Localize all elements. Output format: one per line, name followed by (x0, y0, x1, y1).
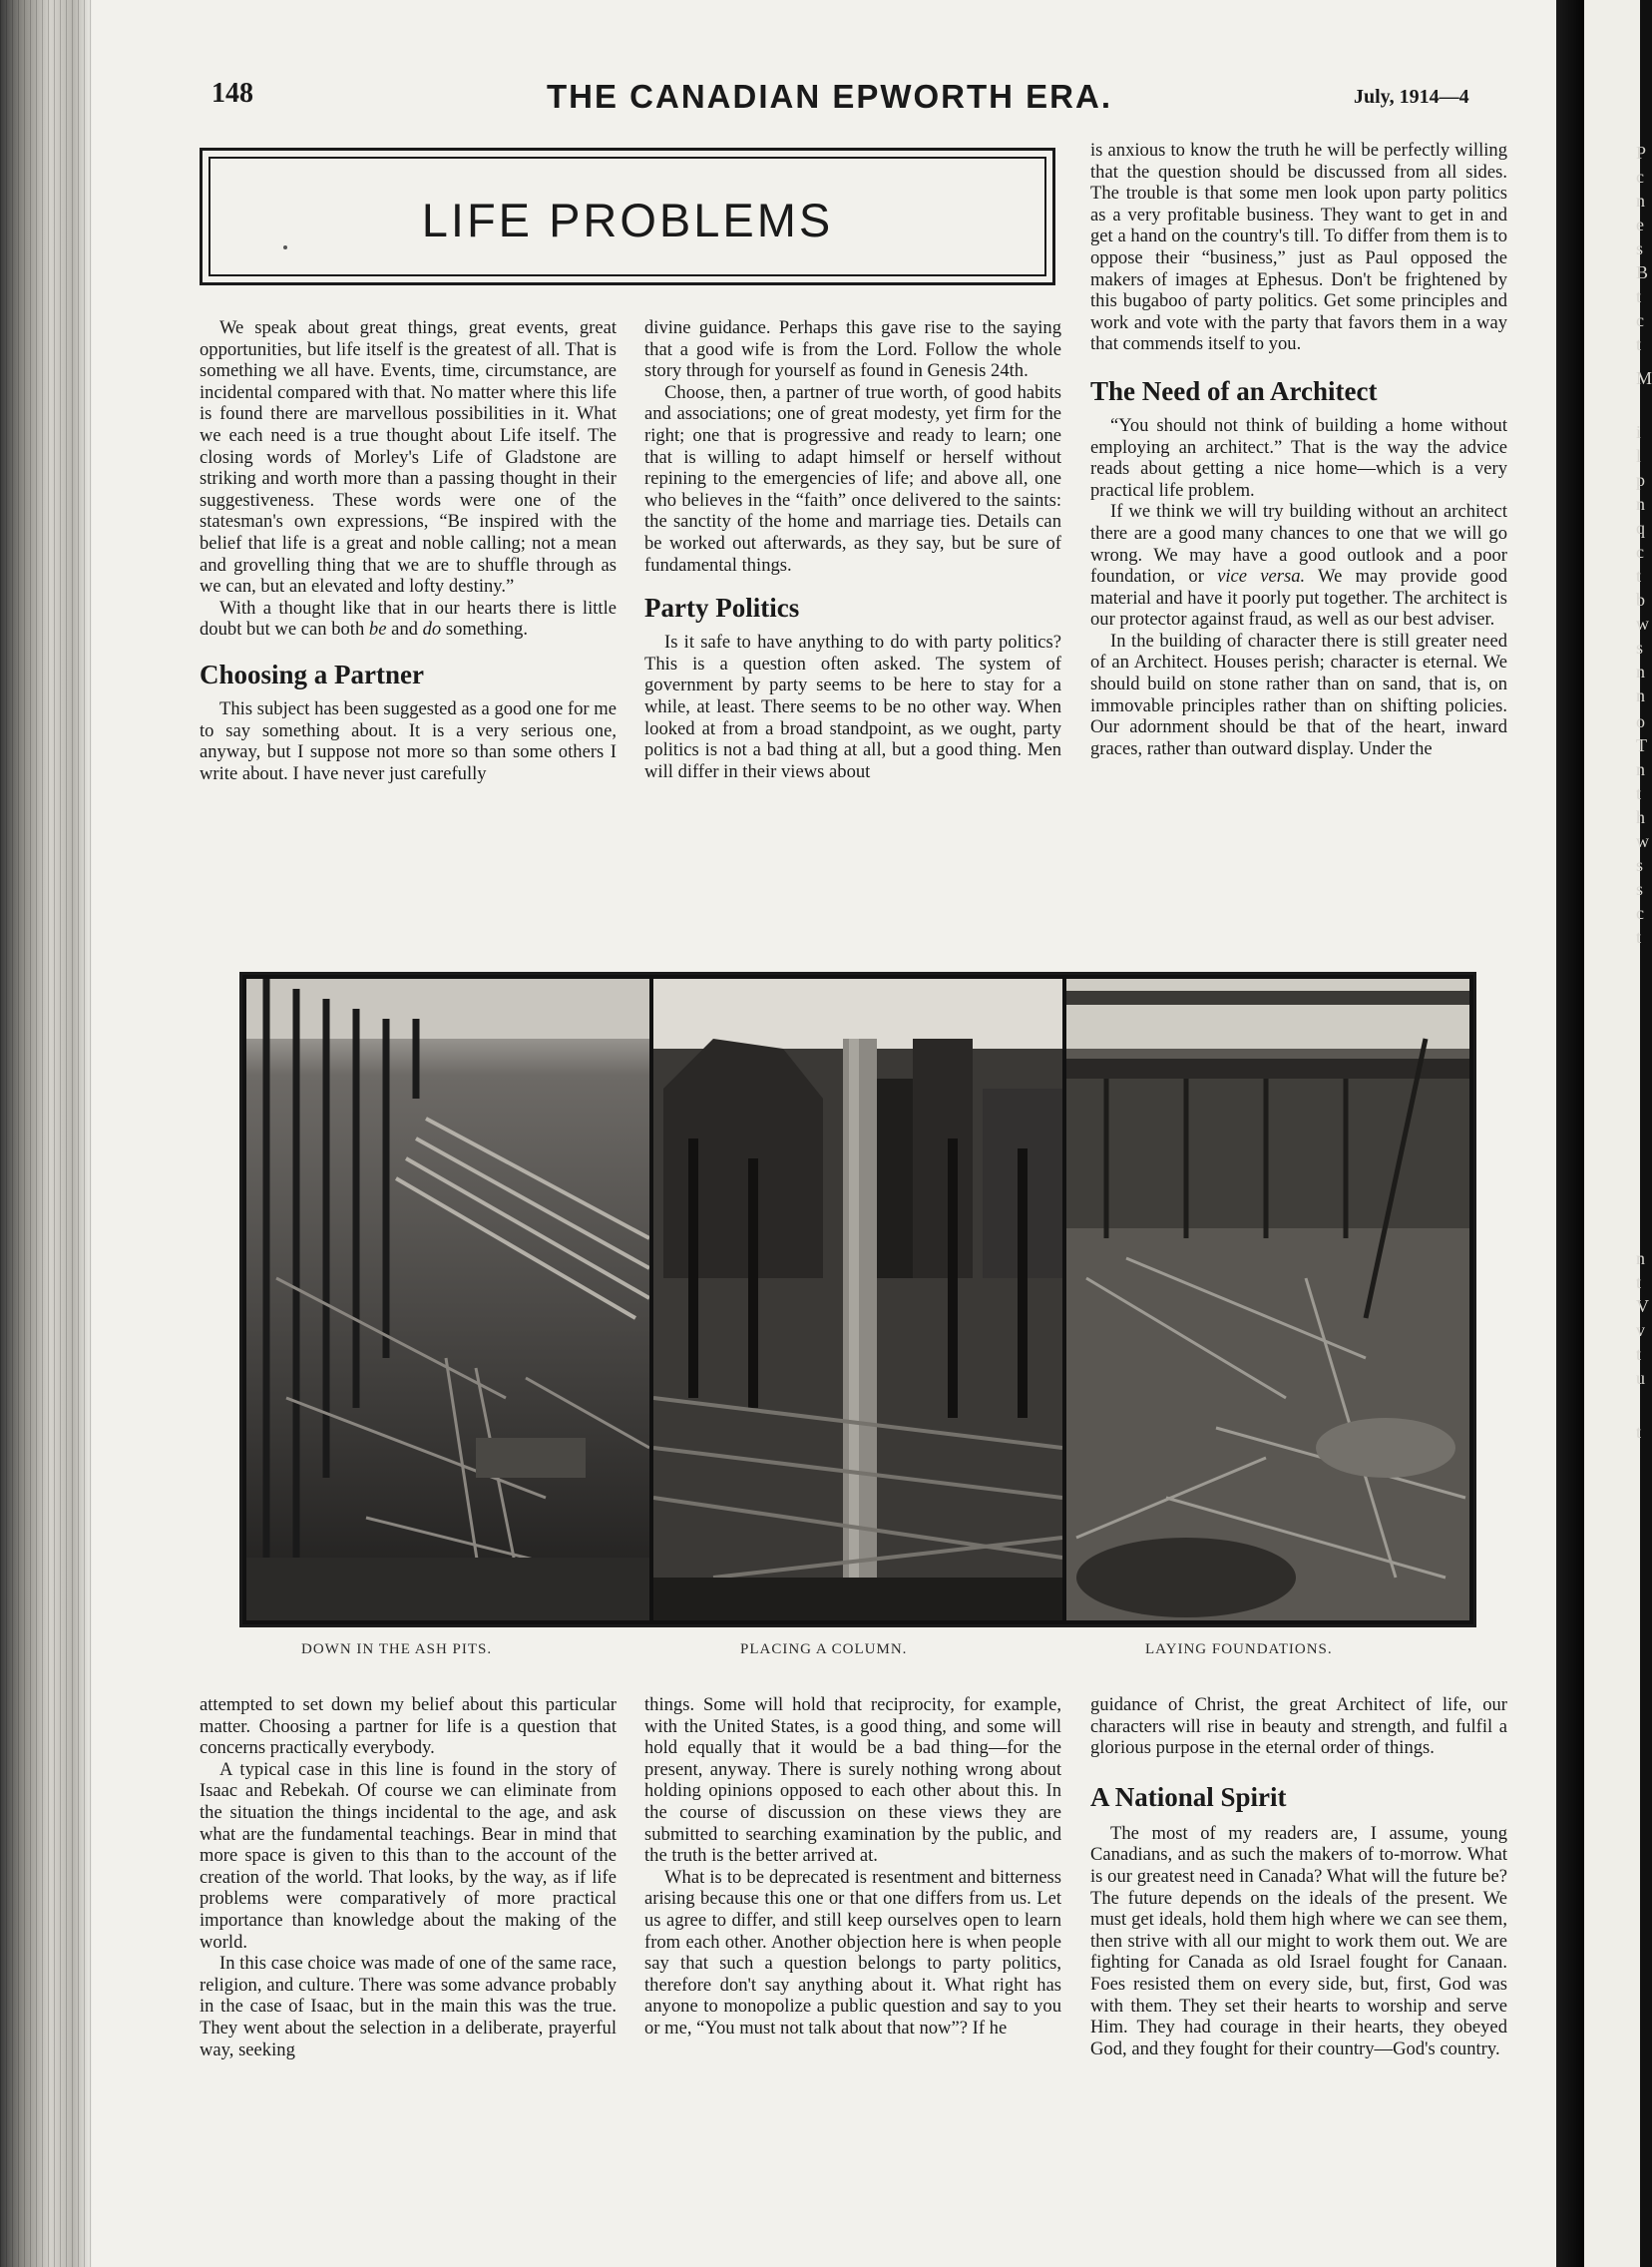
photo-panel (239, 972, 1476, 1627)
book-gutter (1556, 0, 1584, 2267)
adjacent-page-letter: s (1636, 879, 1644, 899)
adjacent-page-letter: e (1636, 215, 1644, 234)
adjacent-page-letter: h (1636, 807, 1645, 827)
caption-laying-foundations: LAYING FOUNDATIONS. (1145, 1641, 1333, 1657)
adjacent-page (1584, 0, 1652, 2267)
text-run: With a thought like that in our hearts there is little doubt but we can both (200, 597, 617, 641)
photo-ash-pits (246, 979, 649, 1620)
heading-need-of-an-architect: The Need of an Architect (1090, 375, 1378, 406)
architect-paragraph-1: “You should not think of building a home without employing an architect.” That is the way the advice reads about getting a nice home—which is a very practical life problem. (1090, 414, 1507, 501)
guidance-paragraph: divine guidance. Perhaps this gave rise to the saying that a good wife is from the Lord. Follow the whole story through for yourself as found in Genesis 24th. (644, 317, 1061, 382)
choose-partner-paragraph: Choose, then, a partner of true worth, of good habits and associations; one of great modesty, yet firm for the right; one that is progressive and ready to learn; one that is willing to adapt himself or herself without repining to the emergencies of life; and above all, one who believes in the “faith” once delivered to the saints: the sanctity of the home and marriage ties. Details can be worked out afterwards, as they say, but be sure of fundamental things. (644, 381, 1061, 576)
adjacent-page-letter: t (1636, 927, 1642, 947)
adjacent-page-letter: s (1636, 638, 1644, 658)
publication-masthead: THE CANADIAN EPWORTH ERA. (547, 78, 1112, 115)
adjacent-page-letter: l (1636, 446, 1642, 466)
adjacent-page-letter: o (1636, 711, 1645, 731)
adjacent-page-letter: b (1636, 590, 1645, 610)
caption-placing-column: PLACING A COLUMN. (740, 1641, 908, 1657)
adjacent-page-letter: t (1636, 1272, 1642, 1292)
emphasis-be: be (368, 619, 387, 641)
adjacent-page-letter: w (1636, 831, 1649, 851)
adjacent-page-letter: u (1636, 1368, 1645, 1388)
adjacent-page-letter: t (1636, 566, 1642, 586)
text-run: If we think we will try building without an architect there are a good many chances to one that we will go wrong. We may have a good outlook and a poor foundation, or (1090, 501, 1507, 588)
photo-laying-foundations (1066, 979, 1469, 1620)
politics-continued-paragraph: is anxious to know the truth he will be perfectly willing that the question should be discussed from all sides. The trouble is that some men look upon party politics as a very profitable business. They want to get in and get a hand on the country's till. To differ from them is to oppose their “business,” just as Paul opposed the makers of images at Ephesus. Don't be frightened by this bugaboo of party politics. Get some principles and work and vote with the party that favors them in a way that commends itself to you. (1090, 140, 1507, 355)
architect-conclusion-paragraph: guidance of Christ, the great Architect of life, our characters will rise in beauty and strength, and fulfil a glorious purpose in the eternal order of things. (1090, 1694, 1507, 1759)
page-stack-edge (0, 0, 92, 2267)
adjacent-page-letter: c (1636, 542, 1644, 562)
caption-ash-pits: DOWN IN THE ASH PITS. (301, 1641, 493, 1657)
photo-placing-column (653, 979, 1062, 1620)
partner-paragraph-2: attempted to set down my belief about this particular matter. Choosing a partner for life is a question that concerns practically everybody. (200, 1694, 617, 1759)
architect-paragraph-3: In the building of character there is still greater need of an Architect. Houses perish; character is eternal. We should build on stone rather than on sand, that is, on immovable principles rather than on shifting policies. Our adornment should be that of the heart, inward graces, rather than outward display. Under the (1090, 630, 1507, 759)
emphasis-do: do (422, 619, 442, 641)
column-3-lower (1090, 1694, 1507, 2059)
text-run: and (386, 619, 423, 641)
adjacent-page-letter: t (1636, 1422, 1642, 1442)
adjacent-page-letter: s (1636, 238, 1644, 258)
adjacent-page-letter: n (1636, 759, 1645, 779)
text-run: something. (441, 619, 528, 641)
adjacent-page-letter: c (1636, 167, 1644, 187)
adjacent-page-letter: n (1636, 685, 1645, 705)
adjacent-page-letter: n (1636, 662, 1645, 681)
adjacent-page-letter: n (1636, 191, 1645, 211)
party-politics-paragraph: Is it safe to have anything to do with party politics? This is a question often asked. The system of government by party seems to be here to stay for a while, at least. There seems to be no other way. When looked at from a broad standpoint, as we ought, party politics is not a bad thing at all, but a good thing. Men will differ in their views about (644, 632, 1061, 782)
page-number: 148 (211, 78, 253, 109)
partner-paragraph-1: This subject has been suggested as a good one for me to say something about. It is a very serious one, anyway, but I suppose not more so than some others I write about. I have never just carefully (200, 697, 617, 784)
intro-paragraph-2 (200, 598, 617, 641)
adjacent-page-letter: t (1636, 334, 1642, 354)
adjacent-page-letter: s (1636, 855, 1644, 875)
column-2-lower (644, 1694, 1061, 2040)
adjacent-page-letter: i (1636, 422, 1642, 442)
isaac-rebekah-paragraph: A typical case in this line is found in the story of Isaac and Rebekah. Of course we can eliminate from the situation the things incidental to the age, and ask what are the fundamental teachings. Bear in mind that more space is given to this than to the account of the creation of the world. That looks, by the way, as if life problems were comparatively of more practical importance than knowledge about the making of the world. (200, 1758, 617, 1953)
column-1-lower (200, 1694, 617, 2060)
adjacent-page-letter: n (1636, 494, 1645, 514)
heading-party-politics: Party Politics (644, 593, 800, 624)
adjacent-page-letter: t (1636, 286, 1642, 306)
adjacent-page-letter: P (1636, 143, 1647, 163)
adjacent-page-letter: t (1636, 783, 1642, 803)
adjacent-page-letter: c (1636, 310, 1644, 330)
heading-choosing-a-partner: Choosing a Partner (200, 659, 424, 689)
adjacent-page-letter: q (1636, 518, 1645, 538)
adjacent-page-letter: M (1636, 368, 1652, 388)
adjacent-page-letter: T (1636, 735, 1647, 755)
architect-paragraph-2 (1090, 501, 1507, 631)
text-run: We may provide good material and have it poorly put together. The architect is our protector against fraud, as well as our best adviser. (1090, 566, 1507, 631)
reciprocity-paragraph: things. Some will hold that reciprocity, for example, with the United States, is a good thing, and some will hold equally that it would be a bad thing—for the present, anyway. There is surely nothing wrong about holding opinions opposed to each other about this. In the course of discussion on these views they are submitted to searching examination by the public, and the truth is the better arrived at. (644, 1694, 1061, 1867)
adjacent-page-letter: w (1636, 614, 1649, 634)
adjacent-page-letter: t (1636, 1344, 1642, 1364)
adjacent-page-letter: c (1636, 903, 1644, 923)
print-speck (283, 245, 287, 249)
section-title: LIFE PROBLEMS (421, 194, 834, 246)
adjacent-page-letter: B (1636, 262, 1649, 282)
adjacent-page-letter: n (1636, 1248, 1645, 1268)
column-2-upper (644, 317, 1061, 782)
resentment-paragraph: What is to be deprecated is resentment and bitterness arising because this one or that one differs from us. Let us agree to differ, and still keep ourselves open to learn from each other. Another objection here is when people say that such a question belongs to party politics, therefore don't say anything about it. What right has anyone to monopolize a public question and say to you or me, “You must not talk about that now”? If he (644, 1866, 1061, 2039)
column-1-upper (200, 317, 617, 784)
national-spirit-paragraph: The most of my readers are, I assume, young Canadians, and as such the makers of to-morrow. What is our greatest need in Canada? What will the future be? The future depends on the ideals of the present. We must get ideals, hold them high where we can see them, then strive with all our might to work them out. We are fighting for Canada as old Israel fought for Canaan. Foes resisted them on every side, but, first, God was with them. They set their hearts to worship and serve Him. They had courage in their hearts, they obeyed God, and they fought for their country—God's country. (1090, 1822, 1507, 2059)
issue-date: July, 1914—4 (1354, 86, 1469, 108)
heading-national-spirit: A National Spirit (1090, 1781, 1287, 1812)
choice-paragraph: In this case choice was made of one of the same race, religion, and culture. There was some advance probably in the case of Isaac, but in the main this was the true. They went about the selection in a deliberate, prayerful way, seeking (200, 1953, 617, 2060)
column-3-upper (1090, 140, 1507, 759)
adjacent-page-letter: p (1636, 470, 1645, 490)
intro-paragraph-1: We speak about great things, great events, great opportunities, but life itself is the greatest of all. That is something we all have. Events, time, circumstance, are incidental compared with that. No matter where this life is found there are marvellous possibilities in it. What we each need is a true thought about Life itself. The closing words of Morley's Life of Gladstone are striking and worth more than a passing thought in their suggestiveness. These words were one of the statesman's own expressions, “Be inspired with the belief that life is a great and noble calling; not a mean and grovelling thing that we are to shuffle through as we can, but an elevated and lofty destiny.” (200, 317, 617, 598)
section-title-box (200, 148, 1055, 285)
adjacent-page-letter: v (1636, 1320, 1645, 1340)
emphasis-vice-versa: vice versa. (1217, 566, 1306, 588)
adjacent-page-letter: V (1636, 1296, 1649, 1316)
